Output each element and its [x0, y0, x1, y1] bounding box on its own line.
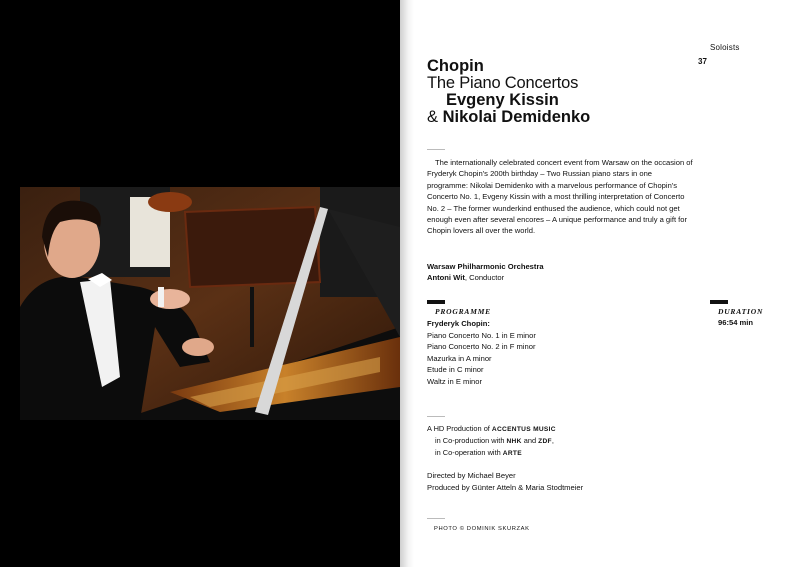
conductor-role: , Conductor [464, 273, 505, 283]
duration-value: 96:54 min [718, 318, 754, 327]
artist-name-2: Nikolai Demidenko [442, 108, 591, 126]
divider-rule [427, 149, 445, 150]
performer-credits [427, 261, 544, 284]
production-line-3 [435, 447, 556, 459]
production-prefix: A HD Production of [427, 424, 492, 433]
artist-name-1: Evgeny Kissin [446, 91, 559, 109]
composer-title: Chopin [427, 57, 484, 75]
partner-arte: ARTE [502, 450, 522, 458]
list-item: Mazurka in A minor [427, 353, 492, 363]
partner-nhk: NHK [506, 438, 522, 446]
concert-photo [20, 187, 400, 420]
photo-credit: PHOTO © DOMINIK SKURZAK [434, 526, 530, 532]
list-item: Piano Concerto No. 2 in F minor [427, 342, 536, 351]
page-number: 37 [698, 57, 707, 66]
list-item: Waltz in E minor [427, 376, 482, 386]
production-rule [427, 416, 445, 417]
produced-by: Produced by Günter Atteln & Maria Stodtmeier [427, 482, 584, 492]
direction-credits [427, 470, 583, 493]
cooperation-prefix: in Co-operation with [435, 448, 503, 458]
duration-label: DURATION [718, 307, 764, 316]
production-credits [427, 423, 556, 460]
list-item: Etude in C minor [427, 365, 484, 374]
description-paragraph: The internationally celebrated concert event from Warsaw on the occasion of Fryderyk Chopin's 200th birthday – Two Russian piano stars in one programme: Nikolai Demidenko with a marvelous performance of Chopin's Concerto No. 1, Evgeny Kissin with a most thrilling interpretation of Concerto No. 2 – The former wunderkind enthused the audience, which could not get enough even after several encores – A unique performance and truly a gift for Chopin lovers all over the world. [427, 158, 693, 236]
directed-by: Directed by Michael Beyer [427, 471, 516, 480]
programme-label: PROGRAMME [435, 307, 491, 316]
comma: , [551, 436, 554, 446]
coproduction-prefix: in Co-production with [435, 436, 507, 446]
production-company: ACCENTUS MUSIC [491, 426, 556, 433]
production-line-2 [435, 435, 556, 447]
conductor-line [427, 272, 544, 283]
ampersand: & [427, 108, 439, 126]
conductor-name: Antoni Wit [427, 273, 465, 283]
and-text: and [521, 436, 539, 446]
section-label: Soloists [710, 43, 740, 52]
programme-list [427, 318, 536, 387]
title-block [427, 58, 590, 126]
programme-rule [427, 300, 445, 304]
photo-credit-rule [427, 518, 445, 519]
list-item: Piano Concerto No. 1 in E minor [427, 330, 536, 340]
pianist-illustration [20, 187, 400, 420]
work-title: The Piano Concertos [427, 74, 579, 92]
partner-zdf: ZDF [538, 438, 552, 446]
artist-line-2 [427, 109, 590, 126]
programme-composer: Fryderyk Chopin: [427, 319, 490, 328]
duration-rule [710, 300, 728, 304]
production-line-1 [427, 423, 556, 435]
orchestra-name: Warsaw Philharmonic Orchestra [427, 262, 544, 271]
